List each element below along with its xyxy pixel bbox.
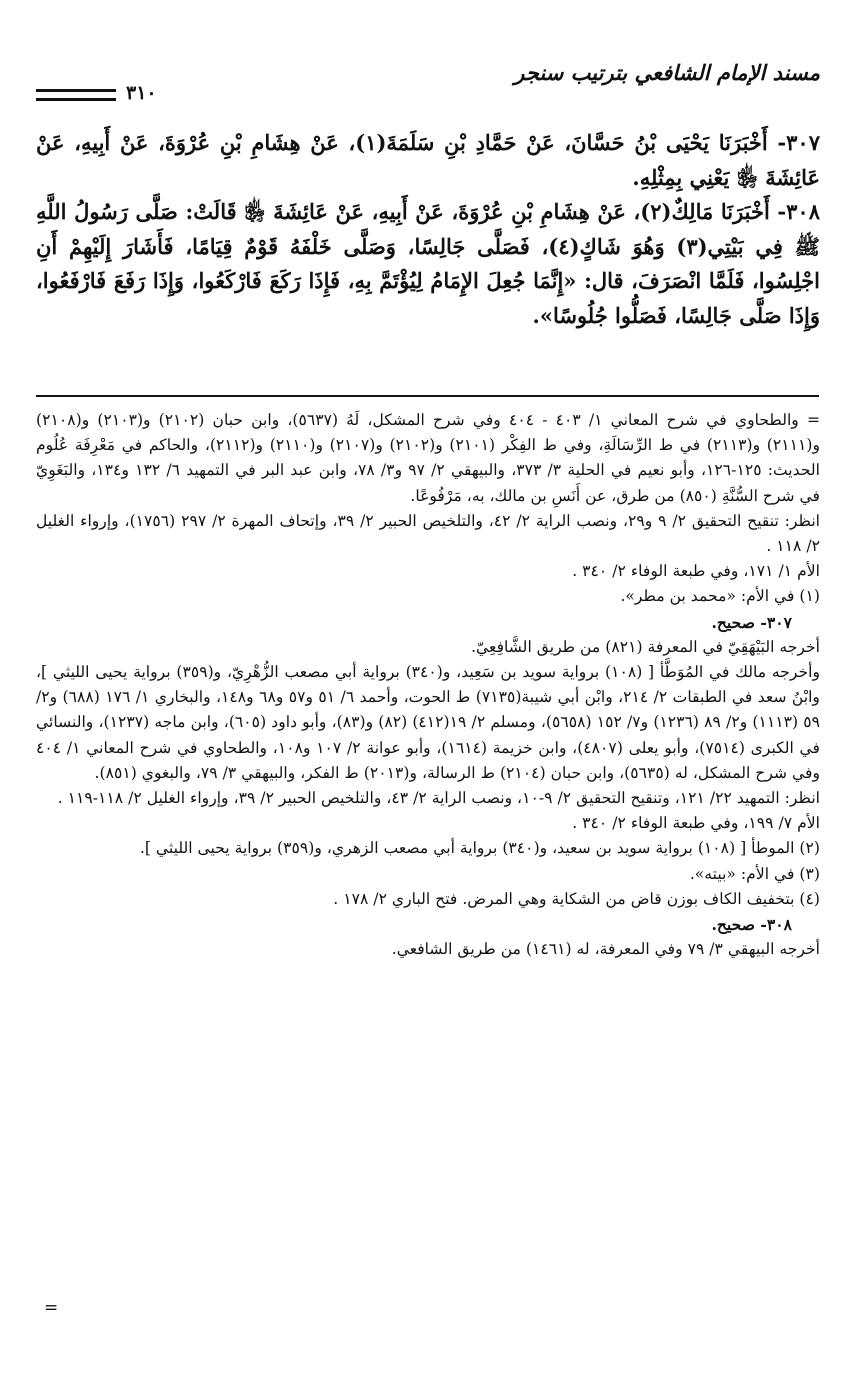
continuation-mark: = bbox=[44, 1298, 59, 1318]
footnote-4: (٤) بتخفيف الكاف بوزن قاض من الشكاية وهي المرض. فتح الباري ٢/ ١٧٨ . bbox=[333, 889, 820, 908]
takhrij-307-line2: وأخرجه مالك في المُوَطَّأ [ (١٠٨) برواية سويد بن سَعِيد، و(٣٤٠) برواية أبي مصعب الزُّهْرِيّ، و(٣٥٩) برواية يحيى الليثي ]، وابْنُ سعد في الطبقات ٢/ ٢١٤، وابْن أبي شيبة(٧١٣٥) ط الحوت، وأحمد ٦/ ٥١ و٥٧ و٦٨ و١٤٨، والبخاري ١/ ١٧٦ (٦٨٨) و٢/ ٥٩ (١١١٣) و٢/ ٨٩ (١٢٣٦) و٧/ ١٥٢ (٥٦٥٨)، ومسلم ٢/ ١٩(٤١٢) (٨٢) و(٨٣)، وأبو داود (٦٠٥)، وابن ماجه (١٢٣٧)، والنسائي في الكبرى (٧٥١٤)، وأبو يعلى (٤٨٠٧)، وابن خزيمة (١٦١٤)، وأبو عوانة ٢/ ١٠٧ و١٠٨، والطحاوي في شرح المعاني ١/ ٤٠٤ وفي شرح المشكل، له (٥٦٣٥)، وابن حبان (٢١٠٤) ط الرسالة، و(٢٠١٣) ط الفكر، والبيهقي ٣/ ٧٩، والبغوي (٨٥١). bbox=[36, 663, 820, 782]
footnote-umm-1: الأم ١/ ١٧١، وفي طبعة الوفاء ٢/ ٣٤٠ . bbox=[572, 562, 820, 581]
footnote-continuation: = والطحاوي في شرح المعاني ١/ ٤٠٣ - ٤٠٤ وفي شرح المشكل، لَهُ (٥٦٣٧)، وابن حبان (٢١٠٢) و(٢١٠٣) و(٢١٠٨) و(٢١١١) و(٢١١٣) في ط الرِّسَالَةِ، وفي ط الفِكْر (٢١٠١) و(٢١٠٢) و(٢١٠٧) و(٢١١٠) و(٢١١٢)، والحاكم في مَعْرِفَة عُلُوم الحديث: ١٢٥-١٢٦، وأبو نعيم في الحلية ٣/ ٣٧٣، والبيهقي ٢/ ٩٧ و٣/ ٧٨، وابن عبد البر في التمهيد ٦/ ١٣٢ و١٣٤، والبَغَوِيّ في شرح السُّنَّةِ (٨٥٠) من طرق، عن أَنَسِ بن مالك، به، مَرْفُوعًا. bbox=[36, 411, 821, 505]
takhrij-307-line1: أخرجه البَيْهَقِيّ في المعرفة (٨٢١) من طريق الشَّافِعِيّ. bbox=[471, 637, 820, 656]
footnote-separator bbox=[36, 395, 819, 397]
footnote-refs-1: انظر: تنقيح التحقيق ٢/ ٩ و٢٩، ونصب الراية ٢/ ٤٢، والتلخيص الحبير ٢/ ٣٩، وإتحاف المهرة ٢/ ٢٩٧ (١٧٥٦)، وإرواء الغليل ٢/ ١١٨ . bbox=[36, 511, 820, 556]
book-title: مسند الإمام الشافعي بترتيب سنجر bbox=[514, 60, 820, 85]
hadith-text bbox=[36, 126, 820, 333]
takhrij-308-label: ٣٠٨- صحيح. bbox=[711, 915, 792, 935]
footnote-2: (٢) الموطأ [ (١٠٨) برواية سويد بن سعيد، و(٣٤٠) برواية أبي مصعب الزهري، و(٣٥٩) برواية يحيى الليثي ]. bbox=[139, 839, 820, 858]
page-number: ٣١٠ bbox=[126, 82, 157, 104]
takhrij-308-line1: أخرجه البيهقي ٣/ ٧٩ وفي المعرفة، له (١٤٦١) من طريق الشافعي. bbox=[391, 940, 820, 959]
running-header bbox=[36, 54, 820, 104]
footnotes bbox=[36, 408, 820, 962]
footnote-umm-2: الأم ٧/ ١٩٩، وفي طبعة الوفاء ٢/ ٣٤٠ . bbox=[572, 814, 820, 833]
hadith-308: ٣٠٨- أَخْبَرَنَا مَالِكٌ(٢)، عَنْ هِشَامِ بْنِ عُرْوَةَ، عَنْ أَبِيهِ، عَنْ عَائِشَةَ ﵂ قَالَتْ: صَلَّى رَسُولُ اللَّهِ ﷺ فِي بَيْتِي(٣) وَهُوَ شَاكٍ(٤)، فَصَلَّى جَالِسًا، وَصَلَّى خَلْفَهُ قَوْمٌ قِيَامًا، فَأَشَارَ إِلَيْهِمْ أَنِ اجْلِسُوا، فَلَمَّا انْصَرَفَ، قال: «إِنَّمَا جُعِلَ الإِمَامُ لِيُؤْتَمَّ بِهِ، فَإِذَا رَكَعَ فَارْكَعُوا، وَإِذَا رَفَعَ فَارْفَعُوا، وَإِذَا صَلَّى جَالِسًا، فَصَلُّوا جُلُوسًا». bbox=[36, 199, 820, 328]
footnote-refs-2: انظر: التمهيد ٢٢/ ١٢١، وتنقيح التحقيق ٢/ ٩-١٠، ونصب الراية ٢/ ٤٣، والتلخيص الحبير ٢/ ٣٩، وإرواء الغليل ٢/ ١١٨-١١٩ . bbox=[57, 789, 820, 808]
hadith-307: ٣٠٧- أَخْبَرَنَا يَحْيَى بْنُ حَسَّانَ، عَنْ حَمَّادِ بْنِ سَلَمَةَ(١)، عَنْ هِشَامِ بْنِ عُرْوَةَ، عَنْ أَبِيهِ، عَنْ عَائِشَةَ ﵂ يَعْنِي بِمِثْلِهِ. bbox=[36, 130, 820, 190]
header-rule-lower bbox=[36, 98, 116, 101]
takhrij-307-label: ٣٠٧- صحيح. bbox=[711, 612, 792, 632]
footnote-3: (٣) في الأم: «بيته». bbox=[689, 864, 820, 883]
footnote-1: (١) في الأم: «محمد بن مطر». bbox=[620, 587, 820, 606]
header-rule-upper bbox=[36, 89, 116, 92]
